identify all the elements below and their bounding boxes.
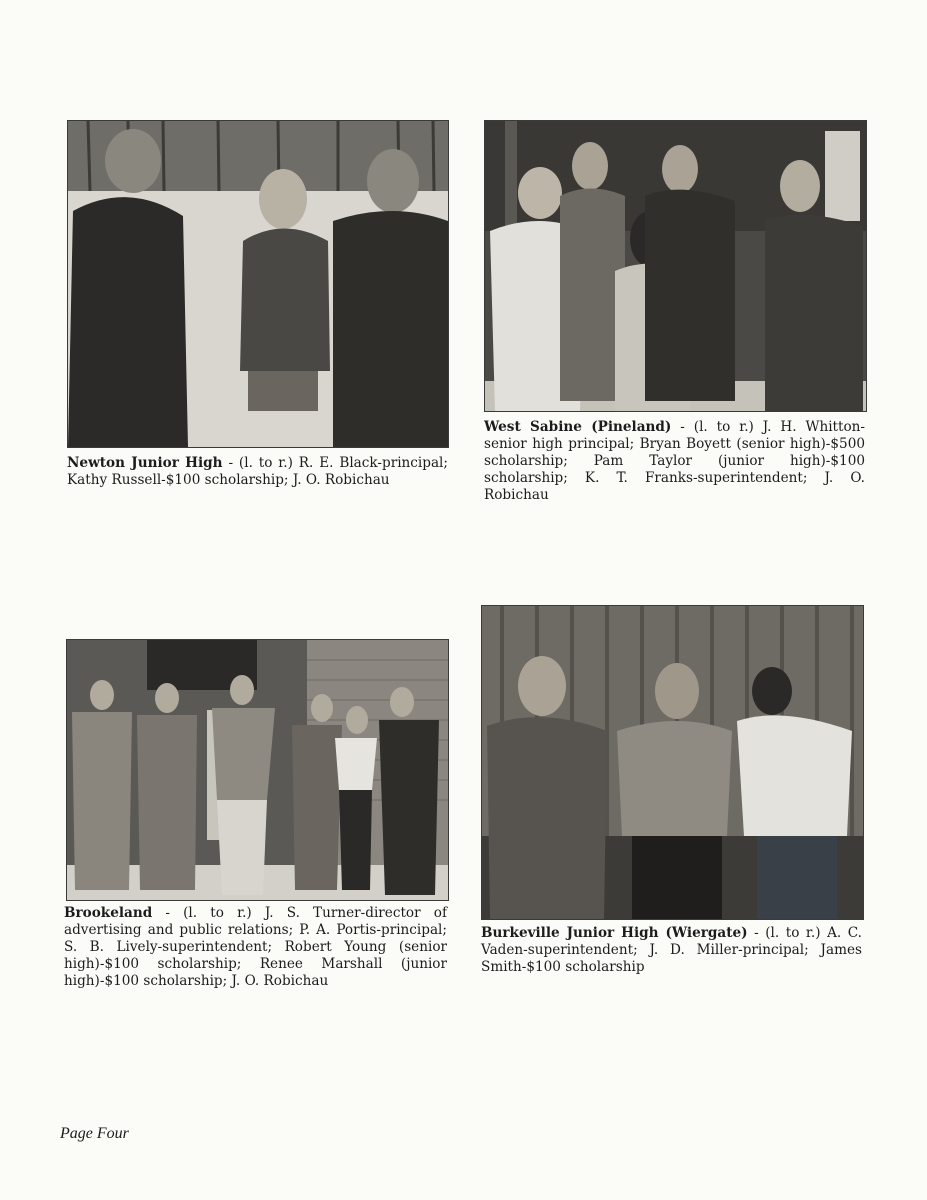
caption-newton-junior-high [67, 455, 448, 489]
page-number: Page Four [60, 1125, 129, 1142]
caption-lead: Burkeville Junior High (Wiergate) [481, 925, 748, 941]
caption-burkeville-junior-high [481, 925, 862, 976]
caption-lead: Newton Junior High [67, 455, 223, 471]
photo-brookeland-image [67, 640, 448, 900]
caption-body: - (l. to r.) J. H. Whitton-senior high principal; Bryan Boyett (senior high)-$500 scholarship; Pam Taylor (junior high)-$100 scholarship; K. T. Franks-superintendent; J. O. Robichau [484, 419, 866, 503]
caption-body: - (l. to r.) R. E. Black-principal; Kathy Russell-$100 scholarship; J. O. Robichau [67, 455, 448, 488]
photo-burkeville-junior-high [481, 605, 864, 920]
photo-newton-junior-high [67, 120, 449, 448]
caption-west-sabine [484, 419, 865, 504]
photo-newton-image [68, 121, 448, 447]
photo-west-sabine-image [485, 121, 866, 411]
photo-west-sabine [484, 120, 867, 412]
photo-burkeville-image [482, 606, 863, 919]
caption-brookeland [64, 905, 447, 990]
caption-body: - (l. to r.) J. S. Turner-director of advertising and public relations; P. A. Portis-principal; S. B. Lively-superintendent; Robert Young (senior high)-$100 scholarship; Renee Marshall (junior high)-$100 scholarship; J. O. Robichau [64, 905, 447, 989]
caption-body: - (l. to r.) A. C. Vaden-superintendent; J. D. Miller-principal; James Smith-$100 scholarship [481, 925, 862, 975]
caption-lead: West Sabine (Pineland) [484, 419, 672, 435]
photo-brookeland [66, 639, 449, 901]
caption-lead: Brookeland [64, 905, 153, 921]
